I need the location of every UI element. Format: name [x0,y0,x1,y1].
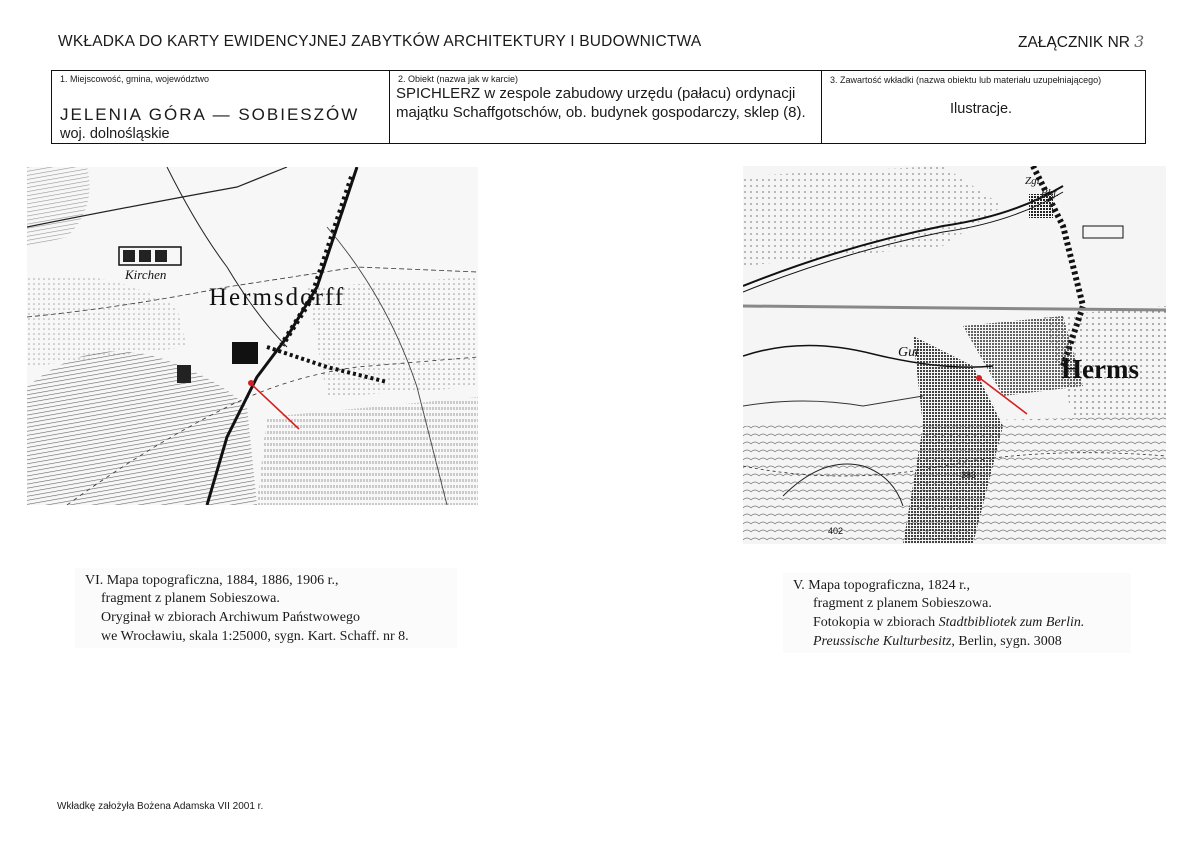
location-label: 1. Miejscowość, gmina, województwo [60,74,210,84]
object-cell [390,71,822,143]
map-left-caption-line-1: VI. Mapa topograficzna, 1884, 1886, 1906 r., [85,573,339,588]
map-right-caption-line-4-rest: , Berlin, sygn. 3008 [951,634,1062,649]
header-table [51,70,1146,144]
map-right-label-zgl: Zgl. [1025,175,1043,187]
map-right-caption-line-4-italic: Preussische Kulturbesitz [813,634,952,649]
object-label: 2. Obiekt (nazwa jak w karcie) [398,74,519,84]
contents-cell [822,71,1145,143]
map-left-caption [75,568,457,648]
contents-value: Ilustracje. [950,101,1013,117]
map-left-label-kirchen: Kirchen [125,267,167,282]
map-right-caption-line-2: fragment z planem Sobieszowa. [813,596,992,611]
map-right-caption-line-4 [813,633,1062,651]
map-left-image [27,167,478,505]
map-right-label-bhf: Bhf. [1041,187,1060,199]
location-cell [52,71,390,143]
annex-label-text: ZAŁĄCZNIK NR [1018,34,1130,51]
annex-label [1018,33,1144,52]
footer-note: Wkładkę założyła Bożena Adamska VII 2001 r. [57,801,264,812]
map-right-label-402: 402 [828,526,844,536]
map-right-label-383: 383 [961,470,977,480]
map-right-caption-line-3-prefix: Fotokopia w zbiorach [813,615,939,630]
map-left-caption-line-3: Oryginał w zbiorach Archiwum Państwowego [101,610,360,625]
map-left-caption-line-4: we Wrocławiu, skala 1:25000, sygn. Kart. Schaff. nr 8. [101,629,409,644]
page-title: WKŁADKA DO KARTY EWIDENCYJNEJ ZABYTKÓW ARCHITEKTURY I BUDOWNICTWA [58,33,702,50]
map-right-caption-line-3-italic: Stadtbibliotek zum Berlin. [938,615,1085,630]
object-description: SPICHLERZ w zespole zabudowy urzędu (pałacu) ordynacji majątku Schaffgotschów, ob. budynek gospodarczy, sklep (8). [396,85,806,121]
map-right-caption [783,573,1131,653]
map-left-caption-line-2: fragment z planem Sobieszowa. [101,591,280,606]
place-name: JELENIA GÓRA — SOBIESZÓW [60,105,360,124]
map-right-caption-line-3 [813,614,1084,632]
map-right-label-herms: Herms [1061,354,1139,384]
map-left-label-hermsdorff: Hermsdorff [209,284,346,311]
contents-label: 3. Zawartość wkładki (nazwa obiektu lub materiału uzupełniającego) [830,75,1102,85]
region-name: woj. dolnośląskie [60,126,170,142]
map-right-image [743,166,1166,544]
annex-number: 3 [1134,33,1145,51]
map-right-label-gut: Gut [898,345,919,360]
map-right-caption-line-1: V. Mapa topograficzna, 1824 r., [793,578,971,593]
